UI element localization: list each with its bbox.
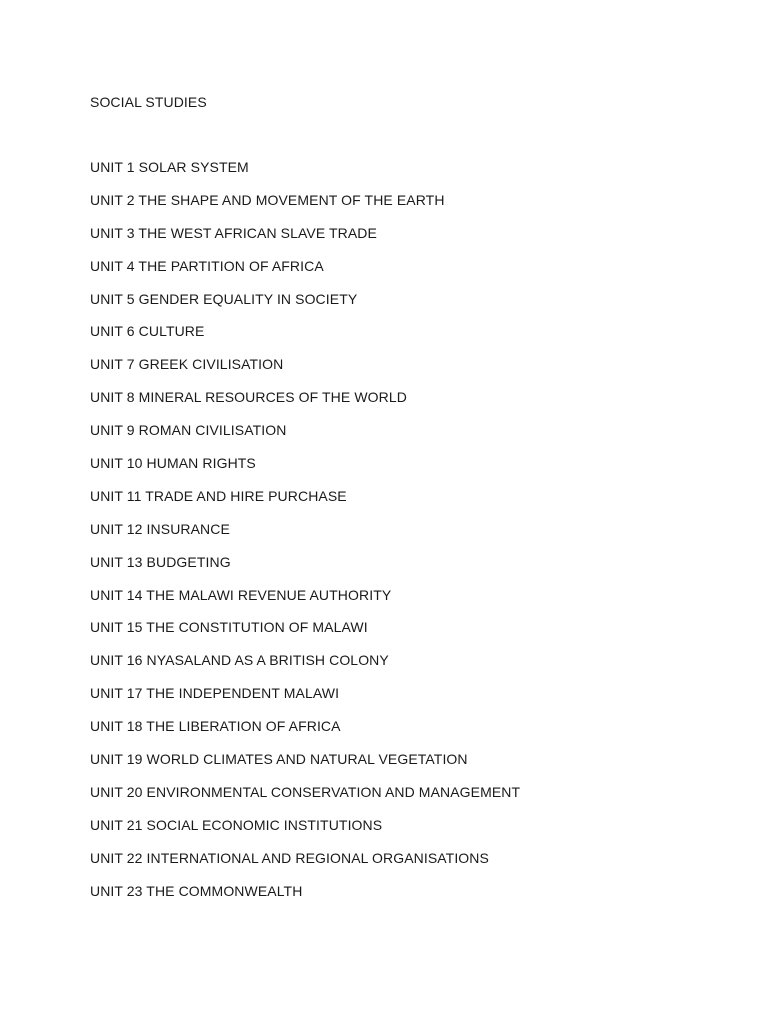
list-item: UNIT 14 THE MALAWI REVENUE AUTHORITY — [90, 586, 392, 603]
list-item: UNIT 12 INSURANCE — [90, 520, 230, 537]
list-item: UNIT 20 ENVIRONMENTAL CONSERVATION AND MANAGEMENT — [90, 783, 521, 800]
list-item: UNIT 19 WORLD CLIMATES AND NATURAL VEGETATION — [90, 751, 468, 768]
list-item: UNIT 23 THE COMMONWEALTH — [90, 882, 303, 899]
list-item: UNIT 16 NYASALAND AS A BRITISH COLONY — [90, 652, 389, 669]
list-item: UNIT 3 THE WEST AFRICAN SLAVE TRADE — [90, 224, 377, 241]
list-item: UNIT 22 INTERNATIONAL AND REGIONAL ORGANISATIONS — [90, 849, 489, 866]
list-item: UNIT 15 THE CONSTITUTION OF MALAWI — [90, 619, 368, 636]
list-item: UNIT 21 SOCIAL ECONOMIC INSTITUTIONS — [90, 816, 383, 833]
list-item: UNIT 8 MINERAL RESOURCES OF THE WORLD — [90, 389, 407, 406]
list-item: UNIT 7 GREEK CIVILISATION — [90, 356, 284, 373]
page-title: SOCIAL STUDIES — [90, 94, 207, 110]
list-item: UNIT 17 THE INDEPENDENT MALAWI — [90, 685, 340, 702]
list-item: UNIT 1 SOLAR SYSTEM — [90, 159, 249, 175]
list-item: UNIT 11 TRADE AND HIRE PURCHASE — [90, 487, 347, 504]
list-item: UNIT 10 HUMAN RIGHTS — [90, 455, 256, 472]
list-item: UNIT 4 THE PARTITION OF AFRICA — [90, 257, 324, 274]
list-item: UNIT 9 ROMAN CIVILISATION — [90, 422, 287, 439]
unit-list — [90, 158, 520, 914]
list-item: UNIT 13 BUDGETING — [90, 553, 231, 570]
list-item: UNIT 18 THE LIBERATION OF AFRICA — [90, 718, 341, 735]
list-item: UNIT 6 CULTURE — [90, 323, 205, 340]
list-item: UNIT 5 GENDER EQUALITY IN SOCIETY — [90, 290, 358, 307]
list-item: UNIT 2 THE SHAPE AND MOVEMENT OF THE EARTH — [90, 191, 445, 208]
